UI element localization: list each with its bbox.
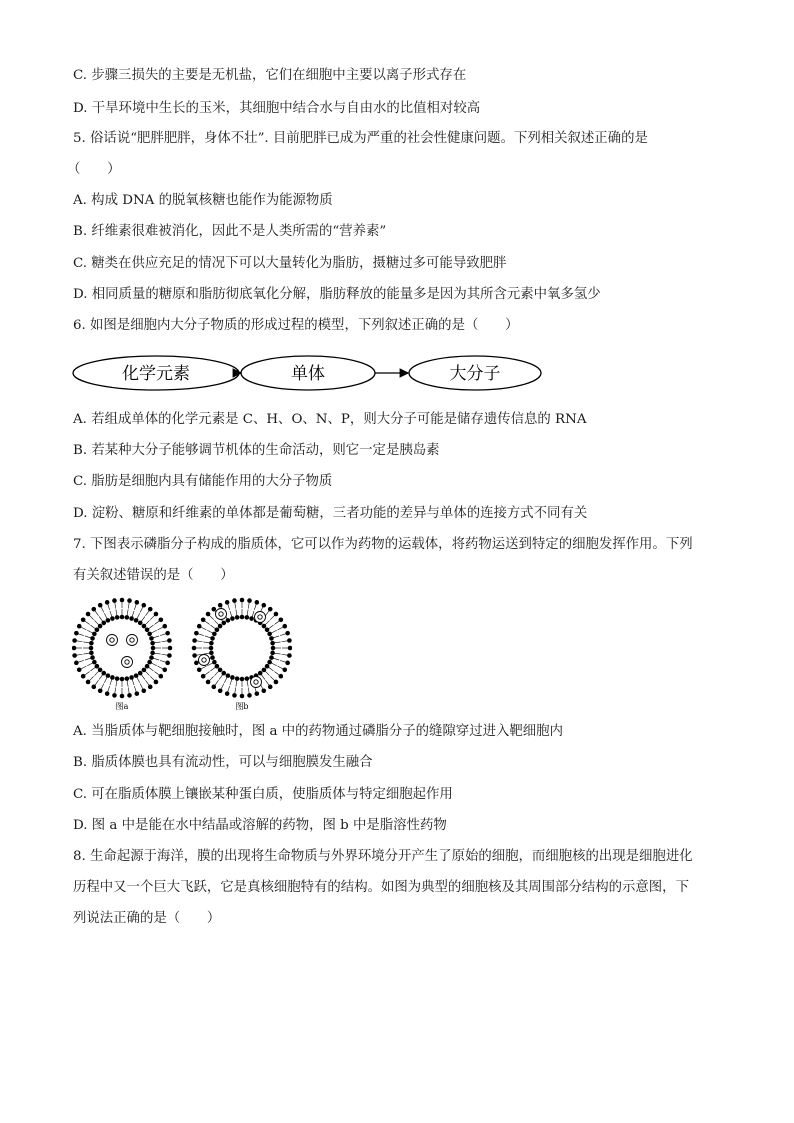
option-a-q5: A. 构成 DNA 的脱氧核糖也能作为能源物质 [73, 193, 333, 208]
option-c-q7: C. 可在脂质体膜上镶嵌某种蛋白质，使脂质体与特定细胞起作用 [73, 787, 453, 802]
node-elements-label: 化学元素 [122, 364, 190, 384]
option-a-q6: A. 若组成单体的化学元素是 C、H、O、N、P，则大分子可能是储存遗传信息的 RNA [73, 412, 587, 427]
liposome-figure [72, 596, 292, 712]
option-d-q7: D. 图 a 中是能在水中结晶或溶解的药物，图 b 中是脂溶性药物 [73, 818, 447, 833]
figure-a-label: 图a [115, 702, 129, 711]
option-d-q5: D. 相同质量的糖原和脂肪彻底氧化分解，脂肪释放的能量多是因为其所含元素中氧多氢少 [73, 287, 601, 302]
question-8: 8. 生命起源于海洋，膜的出现将生命物质与外界环境分开产生了原始的细胞，而细胞核的出现是细胞进化 [73, 849, 693, 864]
question-7-cont: 有关叙述错误的是（ ） [73, 568, 234, 583]
question-8-cont: 历程中又一个巨大飞跃，它是真核细胞特有的结构。如图为典型的细胞核及其周围部分结构的示意图，下 [73, 880, 689, 895]
option-b-q6: B. 若某种大分子能够调节机体的生命活动，则它一定是胰岛素 [73, 443, 440, 458]
question-5-bracket: （ ） [67, 162, 121, 177]
liposome-a [72, 598, 172, 699]
option-a-q7: A. 当脂质体与靶细胞接触时，图 a 中的药物通过磷脂分子的缝隙穿过进入靶细胞内 [73, 724, 563, 739]
liposome-b [192, 598, 292, 699]
node-macromolecule-label: 大分子 [449, 364, 501, 384]
question-5: 5. 俗话说“肥胖肥胖，身体不壮”. 目前肥胖已成为严重的社会性健康问题。下列相关叙述正确的是 [73, 131, 648, 146]
figure-b-label: 图b [235, 702, 249, 711]
option-b-q7: B. 脂质体膜也具有流动性，可以与细胞膜发生融合 [73, 755, 373, 770]
option-c-q6: C. 脂肪是细胞内具有储能作用的大分子物质 [73, 474, 333, 489]
question-8-cont-2: 列说法正确的是（ ） [73, 911, 221, 926]
option-d-q4: D. 干旱环境中生长的玉米，其细胞中结合水与自由水的比值相对较高 [73, 101, 481, 116]
option-c-q5: C. 糖类在供应充足的情况下可以大量转化为脂肪，摄糖过多可能导致肥胖 [73, 256, 507, 271]
option-d-q6: D. 淀粉、糖原和纤维素的单体都是葡萄糖，三者功能的差异与单体的连接方式不同有关 [73, 506, 588, 521]
option-b-q5: B. 纤维素很难被消化，因此不是人类所需的“营养素” [73, 224, 387, 239]
flow-diagram [72, 354, 542, 392]
question-6: 6. 如图是细胞内大分子物质的形成过程的模型，下列叙述正确的是（ ） [73, 318, 519, 333]
option-c-q4: C. 步骤三损失的主要是无机盐，它们在细胞中主要以离子形式存在 [73, 68, 467, 83]
question-7: 7. 下图表示磷脂分子构成的脂质体，它可以作为药物的运载体，将药物运送到特定的细胞发挥作用。下列 [73, 537, 693, 552]
node-monomer-label: 单体 [291, 364, 325, 384]
